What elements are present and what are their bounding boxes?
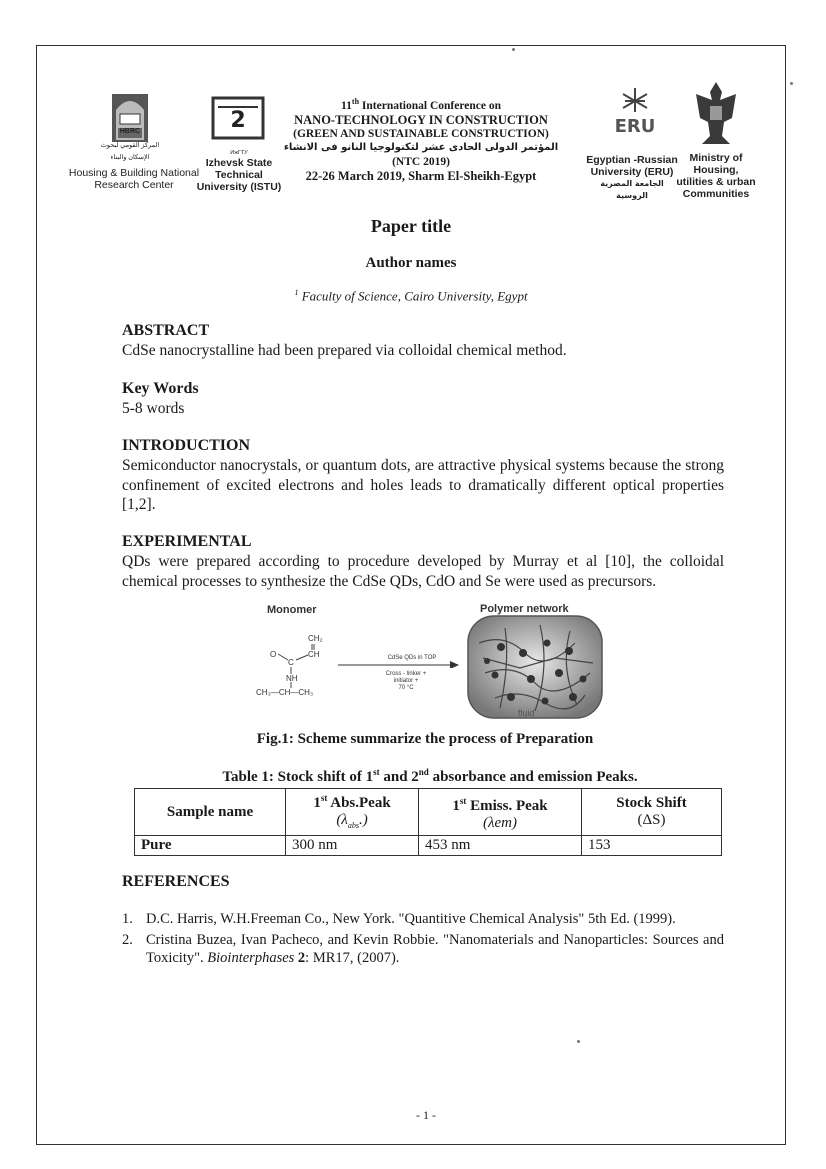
paper-title: Paper title bbox=[370, 216, 452, 236]
table-header-row bbox=[135, 789, 722, 836]
arrow-top-label: CdSe QDs in TOP bbox=[387, 655, 437, 661]
conference-line-4: المؤتمر الدولى الحادى عشر لتكنولوجيا النانو فى الانشاء bbox=[283, 141, 559, 153]
polymer-network-illustration bbox=[465, 613, 605, 721]
reference-item: 2. Cristina Buzea, Ivan Pacheco, and Kevin Robbie. "Nanomaterials and Nanoparticles: Sources and Toxicity". Biointerphases 2: MR17, (2007). bbox=[122, 932, 724, 966]
experimental-heading: EXPERIMENTAL bbox=[122, 533, 252, 550]
references-list bbox=[122, 910, 724, 967]
introduction-heading: INTRODUCTION bbox=[122, 437, 251, 454]
header-stock-shift: Stock Shift (ΔS) bbox=[582, 789, 722, 836]
polymer-network-image bbox=[465, 613, 605, 721]
abstract-heading: ABSTRACT bbox=[122, 322, 210, 339]
conference-line-3: (GREEN AND SUSTAINABLE CONSTRUCTION) bbox=[293, 127, 549, 140]
references-heading: REFERENCES bbox=[122, 873, 230, 890]
hbrc-caption: Housing & Building National Research Center bbox=[68, 167, 200, 191]
results-table bbox=[134, 788, 722, 856]
svg-text:ERU: ERU bbox=[614, 116, 656, 136]
cell-emiss: 453 nm bbox=[419, 836, 582, 856]
scan-speck bbox=[512, 48, 515, 51]
conference-line-5: (NTC 2019) bbox=[392, 155, 450, 168]
cell-abs: 300 nm bbox=[286, 836, 419, 856]
istu-logo bbox=[210, 95, 266, 145]
figure-caption: Fig.1: Scheme summarize the process of Preparation bbox=[256, 731, 594, 747]
svg-text:2: 2 bbox=[230, 108, 246, 133]
page-border bbox=[36, 45, 786, 1145]
istu-caption: Izhevsk State Technical University (ISTU) bbox=[196, 157, 282, 193]
ministry-caption: Ministry of Housing, utilities & urban Communities bbox=[676, 152, 756, 200]
table-caption: Table 1: Stock shift of 1st and 2nd absorbance and emission Peaks. bbox=[222, 767, 638, 785]
header-sample-name: Sample name bbox=[135, 789, 286, 836]
hbrc-logo-text: HBRC bbox=[119, 128, 141, 135]
scan-speck bbox=[790, 82, 793, 85]
eru-logo bbox=[607, 86, 663, 136]
table-row bbox=[135, 836, 722, 856]
keywords-text: 5-8 words bbox=[122, 400, 185, 417]
conference-line-2: NANO-TECHNOLOGY IN CONSTRUCTION bbox=[294, 112, 548, 127]
header-emiss-peak: 1st Emiss. Peak (λem) bbox=[419, 789, 582, 836]
affiliation: $^1$ Faculty of Science, Cairo University, Egypt bbox=[294, 288, 528, 304]
polymer-network-label: Polymer network bbox=[480, 603, 569, 615]
istu-emblem-icon bbox=[210, 95, 266, 145]
experimental-text: QDs were prepared according to procedure developed by Murray et al [10], the colloidal chemical processes to synthesize the CdSe QDs, CdO and Se were used as precursors. bbox=[122, 553, 724, 590]
monomer-structure bbox=[250, 630, 340, 700]
cell-stock: 153 bbox=[582, 836, 722, 856]
conference-heading bbox=[276, 95, 566, 183]
scan-speck bbox=[577, 1040, 580, 1043]
page-number: - 1 - bbox=[416, 1108, 436, 1122]
conference-line-1: 11th International Conference on bbox=[341, 97, 501, 112]
abstract-text: CdSe nanocrystalline had been prepared via colloidal chemical method. bbox=[122, 342, 567, 359]
header-abs-peak: 1st Abs.Peak $(\lambda_{abs}.)$ bbox=[286, 789, 419, 836]
reference-item: 1. D.C. Harris, W.H.Freeman Co., New York. "Quantitive Chemical Analysis" 5th Ed. (1999). bbox=[122, 911, 676, 927]
conference-line-6: 22-26 March 2019, Sharm El-Sheikh-Egypt bbox=[305, 168, 537, 183]
chem-o: O bbox=[270, 650, 277, 659]
eru-caption: Egyptian -Russian University (ERU) الجامعة المصرية الروسية bbox=[586, 154, 678, 200]
fluid-label: fluid bbox=[518, 708, 535, 718]
cell-sample: Pure bbox=[135, 836, 286, 856]
chem-ch2: CH₂ bbox=[308, 634, 323, 643]
chem-nh: NH bbox=[286, 674, 298, 683]
arrow-bottom-label: Cross - linker + initiator + 70 °C bbox=[385, 671, 427, 691]
keywords-heading: Key Words bbox=[122, 380, 199, 397]
chem-ch: CH bbox=[308, 650, 320, 659]
chem-c: C bbox=[288, 658, 294, 667]
eagle-emblem-icon bbox=[692, 78, 740, 148]
eru-star-icon bbox=[607, 86, 663, 136]
monomer-label: Monomer bbox=[267, 604, 317, 616]
istu-logo-text: ИжГТУ bbox=[230, 150, 248, 156]
monomer-bonds bbox=[250, 630, 340, 700]
introduction-text: Semiconductor nanocrystals, or quantum dots, are attractive physical systems because the strong confinement of excited electrons and holes leads to dramatically different optical properties [1,2]. bbox=[122, 457, 724, 513]
egypt-eagle-logo bbox=[692, 78, 740, 148]
hbrc-arabic-name: المركز القومي لبحوث الإسكان والبناء bbox=[100, 142, 160, 161]
chem-bottom: CH₃—CH—CH₃ bbox=[256, 688, 314, 697]
author-names: Author names bbox=[365, 255, 457, 271]
